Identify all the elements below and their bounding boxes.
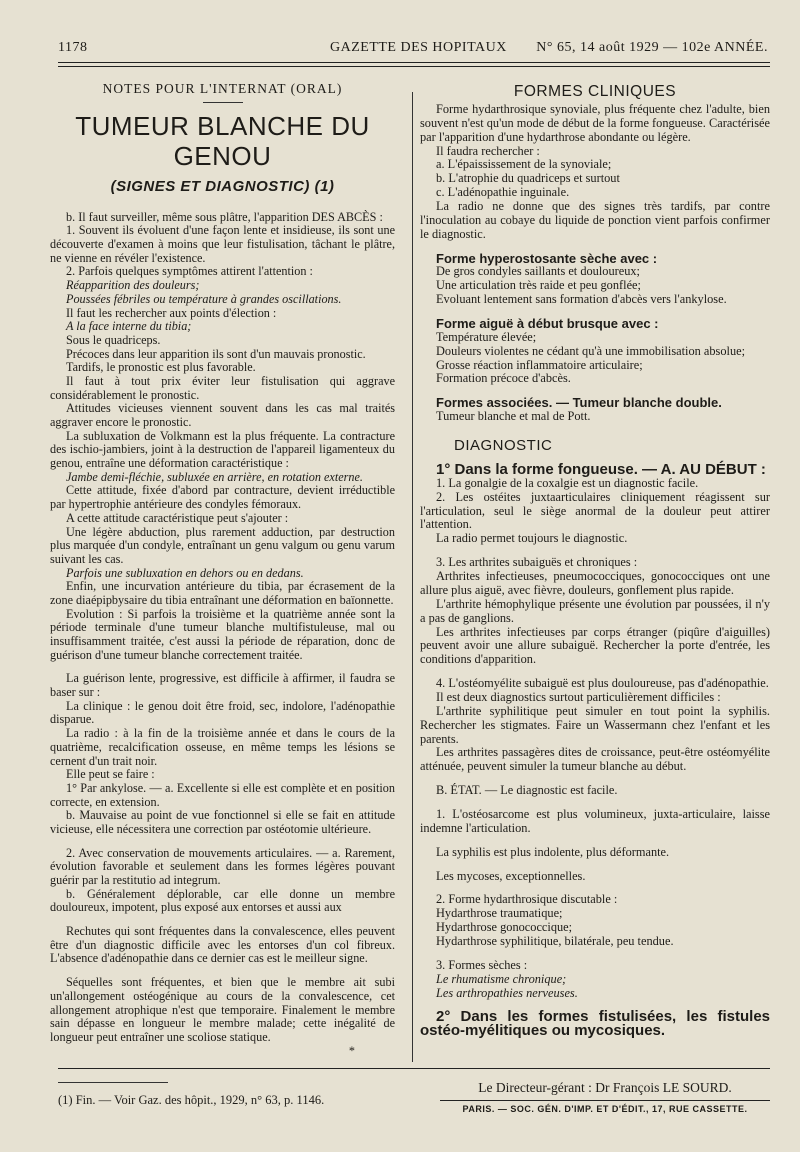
paragraph: Il est deux diagnostics surtout particulièrement difficiles : (436, 689, 721, 704)
section-heading: FORMES CLINIQUES (513, 83, 677, 100)
footnote: (1) Fin. — Voir Gaz. des hôpit., 1929, n° 63, p. 1146. (58, 1093, 325, 1107)
paragraph: 2° Dans les formes fistulisées, les fistules ostéo-myélitiques ou mycosiques. (420, 1008, 770, 1040)
paragraph: 1. La gonalgie de la coxalgie est un diagnostic facile. (436, 475, 699, 490)
paragraph: L'arthrite syphilitique peut simuler en tout point la syphilis. Rechercher les stigmates. Faire un Wassermann chez l'enfant et les parents. (420, 703, 770, 746)
issue-info: N° 65, 14 août 1929 — 102e ANNÉE. (536, 40, 768, 55)
paragraph: b. Il faut surveiller, même sous plâtre, l'apparition DES ABCÈS : (66, 209, 383, 224)
paragraph: 2. Forme hydarthrosique discutable : (436, 892, 618, 907)
paragraph: 1° Par ankylose. — a. Excellente si elle est complète et en position correcte, en extension. (50, 780, 395, 809)
right-column (420, 82, 770, 1038)
paragraph: b. Mauvaise au point de vue fonctionnel si elle se fait en attitude vicieuse, elle nécessitera une correction par ostéotomie ultérieure. (50, 808, 395, 836)
paragraph: La radio : à la fin de la troisième année et dans le cours de la quatrième, recalcification osseuse, en même temps les lésions se cernent d'un trait noir. (50, 726, 395, 768)
paragraph: 3. Les arthrites subaiguës et chroniques : (436, 555, 638, 570)
paragraph: 2. Parfois quelques symptômes attirent l'attention : (66, 264, 313, 279)
paragraph: Tardifs, le pronostic est plus favorable. (66, 360, 256, 375)
paragraph: Poussées fébriles ou température à grandes oscillations. (66, 291, 342, 306)
paragraph: Rechutes qui sont fréquentes dans la convalescence, elles peuvent être d'un diagnostic difficile avec les entorses d'un col fibreux. L'absence d'adénopathie dans ce dernier cas est le meilleur signe. (50, 924, 395, 966)
paragraph: Hydarthrose gonococcique; (436, 920, 573, 935)
paragraph: La clinique : le genou doit être froid, sec, indolore, l'adénopathie disparue. (50, 698, 395, 727)
paragraph: Evolution : Si parfois la troisième et la quatrième année sont la période terminale d'une tumeur blanche multifistuleuse, mal ou insuffisamment traitée, c'est aussi la période de réparation, donc de guérison d'une tumeur blanche correctement traitée. (50, 606, 395, 662)
paragraph: 1° Dans la forme fongueuse. — A. AU DÉBUT : (436, 461, 766, 479)
paragraph: 3. Formes sèches : (436, 957, 528, 972)
paragraph: Il faut à tout prix éviter leur fistulisation qui aggrave considérablement le pronostic. (50, 373, 395, 402)
header-rule (58, 62, 770, 63)
paragraph: Evoluant lentement sans formation d'abcès vers l'ankylose. (436, 292, 727, 307)
paragraph: Douleurs violentes ne cédant qu'à une immobilisation absolue; (436, 343, 746, 358)
paragraph: La radio ne donne que des signes très tardifs, par contre l'inoculation au cobaye du liquide de ponction vient parfois confirmer le diagnostic. (420, 199, 770, 241)
director-line: Le Directeur-gérant : Dr François LE SOURD. (478, 1080, 732, 1095)
paragraph: A la face interne du tibia; (66, 319, 192, 334)
paragraph: 4. L'ostéomyélite subaiguë est plus douloureuse, pas d'adénopathie. (436, 676, 769, 691)
paragraph: Jambe demi-fléchie, subluxée en arrière, en rotation externe. (66, 469, 363, 484)
paragraph: A cette attitude caractéristique peut s'ajouter : (66, 510, 289, 525)
director-rule (440, 1100, 770, 1101)
paragraph: 2. Les ostéites juxtaarticulaires cliniquement réagissent sur l'articulation, seul le siège anormal de la douleur peut attirer l'attention. (420, 489, 770, 532)
header-rule (58, 66, 770, 67)
paragraph: La guérison lente, progressive, est difficile à affirmer, il faudra se baser sur : (50, 671, 395, 700)
diagnostic-heading: DIAGNOSTIC (454, 437, 553, 455)
kicker-rule (203, 102, 243, 103)
paragraph: Les arthropathies nerveuses. (436, 985, 578, 1000)
paragraph: b. L'atrophie du quadriceps et surtout (436, 171, 620, 186)
paragraph: c. L'adénopathie inguinale. (436, 185, 570, 200)
paragraph: Une articulation très raide et peu gonflée; (436, 278, 641, 293)
paragraph: Une légère abduction, plus rarement adduction, par destruction plus marquée d'un condyle, entraînant un genu valgum ou genu varum suivant les cas. (50, 524, 395, 566)
paragraph: Formation précoce d'abcès. (436, 371, 571, 386)
paragraph: Elle peut se faire : (66, 767, 155, 782)
paragraph: 1. L'ostéosarcome est plus volumineux, juxta-articulaire, laisse indemne l'articulation. (420, 806, 770, 835)
page-number: 1178 (58, 40, 88, 55)
paragraph: De gros condyles saillants et douloureux; (436, 264, 640, 279)
paragraph: Hydarthrose traumatique; (436, 906, 563, 921)
paragraph: Formes associées. — Tumeur blanche double. (436, 395, 722, 411)
article-subtitle: (SIGNES ET DIAGNOSTIC) (1) (110, 177, 335, 195)
paragraph: Tumeur blanche et mal de Pott. (436, 409, 591, 424)
paragraph: L'arthrite hémophylique présente une évolution par poussées, il n'y a pas de ganglions. (420, 596, 770, 625)
paragraph: Forme aiguë à début brusque avec : (436, 316, 659, 332)
paragraph: Arthrites infectieuses, pneumococciques, gonococciques ont une allure plus aiguë, avec fièvre, douleurs, gonflement plus rapide. (420, 569, 770, 597)
paragraph: Les mycoses, exceptionnelles. (436, 868, 586, 883)
article-title: TUMEUR BLANCHE DU GENOU (75, 110, 370, 171)
paragraph: Parfois une subluxation en dehors ou en dedans. (66, 565, 304, 580)
page-header (58, 40, 768, 60)
paragraph: Il faudra rechercher : (436, 143, 540, 158)
paragraph: 2. Avec conservation de mouvements articulaires. — a. Rarement, évolution favorable et seulement dans les formes légères pouvant guérir par la restitutio ad integrum. (50, 845, 395, 887)
paragraph: Grosse réaction inflammatoire articulaire; (436, 357, 643, 372)
paragraph: Forme hyperostosante sèche avec : (436, 250, 658, 266)
paragraph: Il faut les rechercher aux points d'élection : (66, 305, 277, 320)
paragraph: La radio permet toujours le diagnostic. (436, 531, 628, 546)
paragraph: Forme hydarthrosique synoviale, plus fréquente chez l'adulte, bien souvent n'est qu'un mode de début de la forme fongueuse. Caractérisée par l'apparition d'une hydarthrose abondante ou légère. (420, 102, 770, 144)
paragraph: La syphilis est plus indolente, plus déformante. (436, 844, 670, 859)
paragraph: B. ÉTAT. — Le diagnostic est facile. (436, 783, 618, 798)
paragraph: Séquelles sont fréquentes, et bien que le membre ait subi un'allongement ostéogénique au cours de la convalescence, cet allongement atrophique n'est que temporaire. Finalement le membre sain dépasse en longueur le membre malade; cette inégalité de longueur peut entraîner une scoliose statique. (50, 975, 395, 1044)
footnote-rule (58, 1082, 168, 1083)
section-kicker: NOTES POUR L'INTERNAT (ORAL) (102, 81, 343, 96)
paragraph: Sous le quadriceps. (66, 332, 161, 347)
paragraph: Les arthrites infectieuses par corps étranger (piqûre d'aiguilles) peuvent avoir une allure subaiguë. Rechercher la porte d'entrée, les conditions d'apparition. (420, 624, 770, 667)
paragraph: La subluxation de Volkmann est la plus fréquente. La contracture des ischio-jambiers, joint à la destruction de l'appareil ligamenteux du genou, entraîne une déformation caractéristique : (50, 428, 395, 471)
paragraph: b. Généralement déplorable, car elle donne un membre douloureux, impotent, plus exposé aux entorses et aussi aux (50, 886, 395, 915)
paragraph: 1. Souvent ils évoluent d'une façon lente et insidieuse, ils sont une découverte d'examen à moins que leur fistulisation, tâchant le plâtre, ne vienne en révéler l'existence. (50, 223, 395, 265)
footer-rule (58, 1068, 770, 1069)
star-mark: * (348, 1043, 355, 1058)
printer-line: PARIS. — SOC. GÉN. D'IMP. ET D'ÉDIT., 17, RUE CASSETTE. (462, 1104, 748, 1114)
column-divider (412, 92, 413, 1062)
journal-title: GAZETTE DES HOPITAUX (330, 40, 507, 55)
left-column (50, 82, 395, 1058)
paragraph: Cette attitude, fixée d'abord par contracture, devient irréductible par hypertrophie antérieure des condyles fémoraux. (50, 483, 395, 512)
paragraph: Les arthrites passagères dites de croissance, peut-être ostéomyélite atténuée, peuvent simuler la tumeur blanche au début. (420, 745, 770, 774)
paragraph: a. L'épaississement de la synoviale; (436, 157, 612, 172)
paragraph: Réapparition des douleurs; (66, 278, 200, 293)
paragraph: Hydarthrose syphilitique, bilatérale, peu tendue. (436, 933, 674, 948)
paragraph: Attitudes vicieuses viennent souvent dans les cas mal traités aggraver encore le pronostic. (50, 401, 395, 429)
paragraph: Température élevée; (436, 329, 537, 344)
paragraph: Le rhumatisme chronique; (436, 971, 567, 986)
paragraph: Enfin, une incurvation antérieure du tibia, par écrasement de la zone diaépipbysaire du tibia entraînant une déformation en baïonnette. (50, 579, 395, 607)
paragraph: Précoces dans leur apparition ils sont d'un mauvais pronostic. (66, 346, 366, 361)
